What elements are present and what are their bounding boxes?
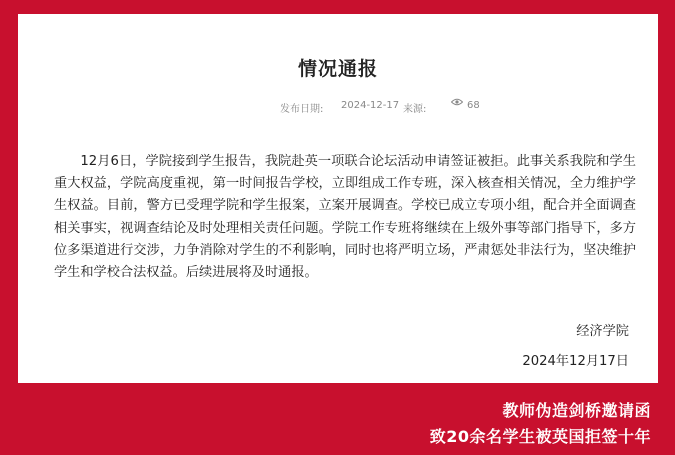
publish-date: 2024-12-17 [341,100,400,111]
caption-line-2: 致20余名学生被英国拒签十年 [429,427,651,446]
eye-icon [451,98,463,106]
caption-line-1: 教师伪造剑桥邀请函 [502,401,651,420]
notice-body: 12月6日，学院接到学生报告，我院赴英一项联合论坛活动申请签证被拒。此事关系我院和学生重大权益，学院高度重视，第一时间报告学校，立即组成工作专班，深入核查相关情况，全力维护学生权益。目前，警方已受理学院和学生报案，立案开展调查。学校已成立专项小组，配合并全面调查相关事实，视调查结论及时处理相关责任问题。学院工作专班将继续在上级外事等部门指导下，多方位多渠道进行交涉，力争消除对学生的不利影响，同时也将严明立场，严肃惩处非法行为，坚决维护学生和学校合法权益。后续进展将及时通报。 [54,154,636,281]
publish-date-label: 发布日期: [280,104,324,115]
view-count: 68 [467,100,480,111]
source-label: 来源: [403,104,427,115]
notice-card [18,14,658,383]
signature-org: 经济学院 [576,324,629,339]
notice-title: 情况通报 [297,58,378,80]
signature-date: 2024年12月17日 [522,354,629,369]
